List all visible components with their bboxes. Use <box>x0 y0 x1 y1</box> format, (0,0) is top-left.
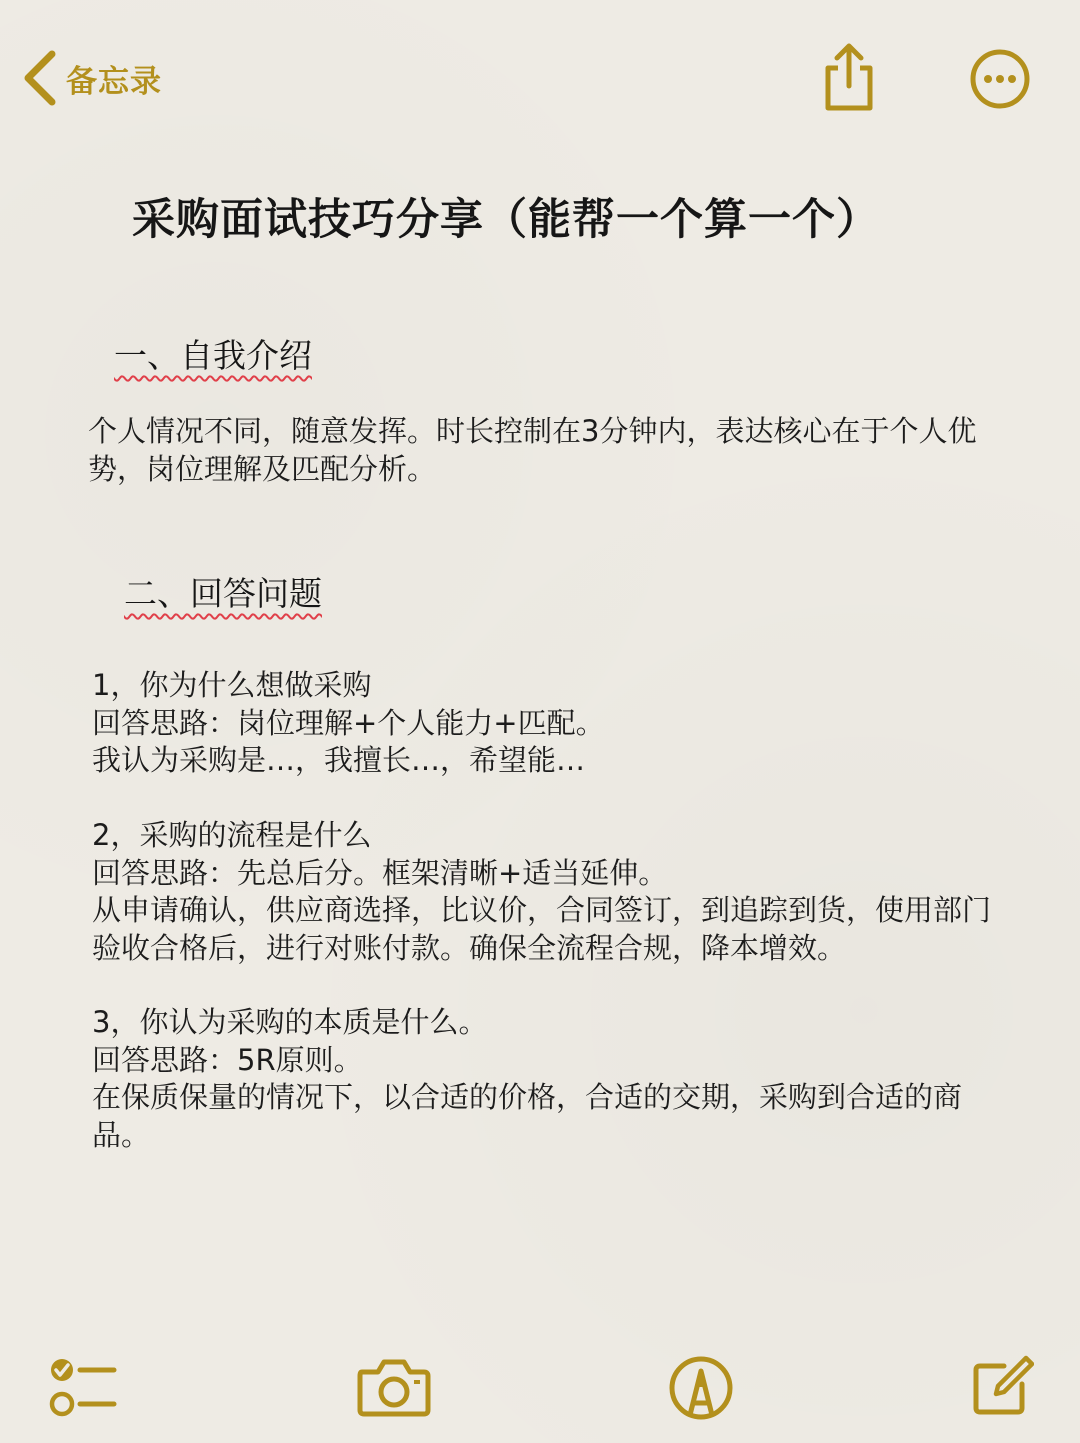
question-block-3 <box>92 1004 1012 1154</box>
more-icon <box>968 47 1032 111</box>
more-options-button[interactable] <box>968 47 1032 111</box>
checklist-icon <box>48 1356 120 1420</box>
question-block-1 <box>92 667 1012 780</box>
answer-text: 我认为采购是…，我擅长…，希望能… <box>92 743 586 777</box>
section-heading-self-intro: 一、自我介绍 <box>114 336 312 375</box>
question-text: 1，你为什么想做采购 <box>92 668 372 702</box>
question-text: 2，采购的流程是什么 <box>92 818 372 852</box>
share-icon <box>818 42 880 114</box>
answer-text: 在保质保量的情况下，以合适的价格，合适的交期，采购到合适的商品。 <box>92 1080 963 1152</box>
top-navigation-bar <box>0 0 1080 160</box>
markup-icon <box>668 1355 734 1421</box>
checklist-button[interactable] <box>48 1356 120 1420</box>
answer-approach: 回答思路：5R原则。 <box>92 1042 363 1077</box>
section-body-self-intro: 个人情况不同，随意发挥。时长控制在3分钟内，表达核心在于个人优势，岗位理解及匹配分析。 <box>88 414 977 486</box>
back-button[interactable] <box>22 48 162 108</box>
answer-approach: 回答思路：先总后分。框架清晰+适当延伸。 <box>92 855 668 890</box>
answer-text: 从申请确认，供应商选择，比议价，合同签订，到追踪到货，使用部门验收合格后，进行对账付款。确保全流程合规，降本增效。 <box>92 893 992 965</box>
answer-approach: 回答思路：岗位理解+个人能力+匹配。 <box>92 705 605 740</box>
question-block-2 <box>92 817 1012 967</box>
compose-button[interactable] <box>970 1354 1034 1418</box>
section-heading-questions: 二、回答问题 <box>124 574 322 613</box>
compose-icon <box>970 1354 1034 1418</box>
question-text: 3，你认为采购的本质是什么。 <box>92 1005 488 1039</box>
markup-button[interactable] <box>668 1355 734 1421</box>
note-title: 采购面试技巧分享（能帮一个算一个） <box>132 195 880 245</box>
share-button[interactable] <box>818 42 880 114</box>
back-label: 备忘录 <box>66 63 162 100</box>
camera-button[interactable] <box>356 1356 432 1418</box>
chevron-left-icon <box>22 50 58 106</box>
camera-icon <box>356 1356 432 1418</box>
